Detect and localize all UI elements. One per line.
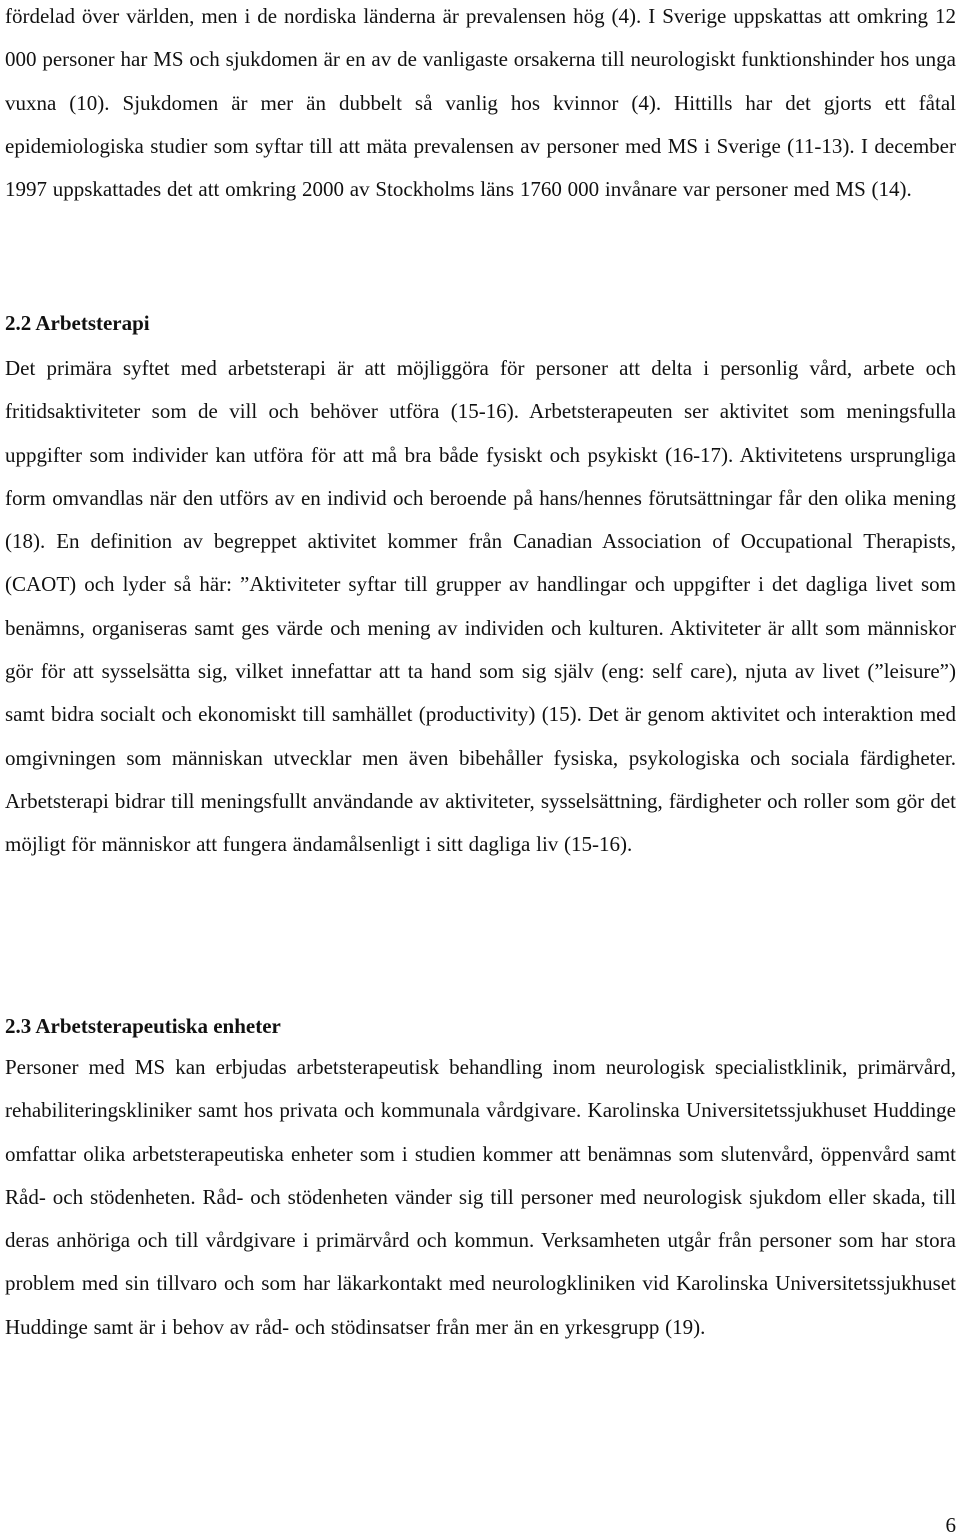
intro-paragraph: fördelad över världen, men i de nordiska länderna är prevalensen hög (4). I Sverige uppskattas att omkring 12 000 personer har MS och sjukdomen är en av de vanligaste orsakerna till neurologiskt funktionshinder hos unga vuxna (10). Sjukdomen är mer än dubbelt så vanlig hos kvinnor (4). Hittills har det gjorts ett fåtal epidemiologiska studier som syftar till att mäta prevalensen av personer med MS i Sverige (11-13). I december 1997 uppskattades det att omkring 2000 av Stockholms läns 1760 000 invånare var personer med MS (14). (5, 4, 956, 202)
arbetsterapi-paragraph: Det primära syftet med arbetsterapi är att möjliggöra för personer att delta i personlig vård, arbete och fritidsaktiviteter som de vill och behöver utföra (15-16). Arbetsterapeuten ser aktivitet som meningsfulla uppgifter som individer kan utföra för att må bra både fysiskt och psykiskt (16-17). Aktivitetens ursprungliga form omvandlas när den utförs av en individ och beroende på hans/hennes förutsättningar får den olika mening (18). En definition av begreppet aktivitet kommer från Canadian Association of Occupational Therapists, (CAOT) och lyder så här: ”Aktiviteter syftar till grupper av handlingar och uppgifter i det dagliga livet som benämns, organiseras samt ges värde och mening av individen och kulturen. Aktiviteter är allt som människor gör för att sysselsätta sig, vilket innefattar att ta hand som sig själv (eng: self care), njuta av livet (”leisure”) samt bidra socialt och ekonomiskt till samhället (productivity) (15). Det är genom aktivitet och interaktion med omgivningen som människan utvecklar men även bibehåller fysiska, psykologiska och sociala färdigheter. Arbetsterapi bidrar till meningsfullt användande av aktiviteter, sysselsättning, färdigheter och roller som gör det möjligt för människor att fungera ändamålsenligt i sitt dagliga liv (15-16). (5, 356, 956, 857)
section-heading-arbetsterapi: 2.2 Arbetsterapi (5, 311, 150, 335)
page-number: 6 (945, 1513, 956, 1537)
section-heading-arbetsterapeutiska-enheter: 2.3 Arbetsterapeutiska enheter (5, 1014, 281, 1038)
arbetsterapeutiska-enheter-paragraph: Personer med MS kan erbjudas arbetsterapeutisk behandling inom neurologisk specialistklinik, primärvård, rehabiliteringskliniker samt hos privata och kommunala vårdgivare. Karolinska Universitetssjukhuset Huddinge omfattar olika arbetsterapeutiska enheter som i studien kommer att benämnas som slutenvård, öppenvård samt Råd- och stödenheten. Råd- och stödenheten vänder sig till personer med neurologisk sjukdom eller skada, till deras anhöriga och till vårdgivare i primärvård och kommun. Verksamheten utgår från personer som har stora problem med sin tillvaro och som har läkarkontakt med neurologkliniken vid Karolinska Universitetssjukhuset Huddinge samt är i behov av råd- och stödinsatser från mer än en yrkesgrupp (19). (5, 1055, 956, 1339)
